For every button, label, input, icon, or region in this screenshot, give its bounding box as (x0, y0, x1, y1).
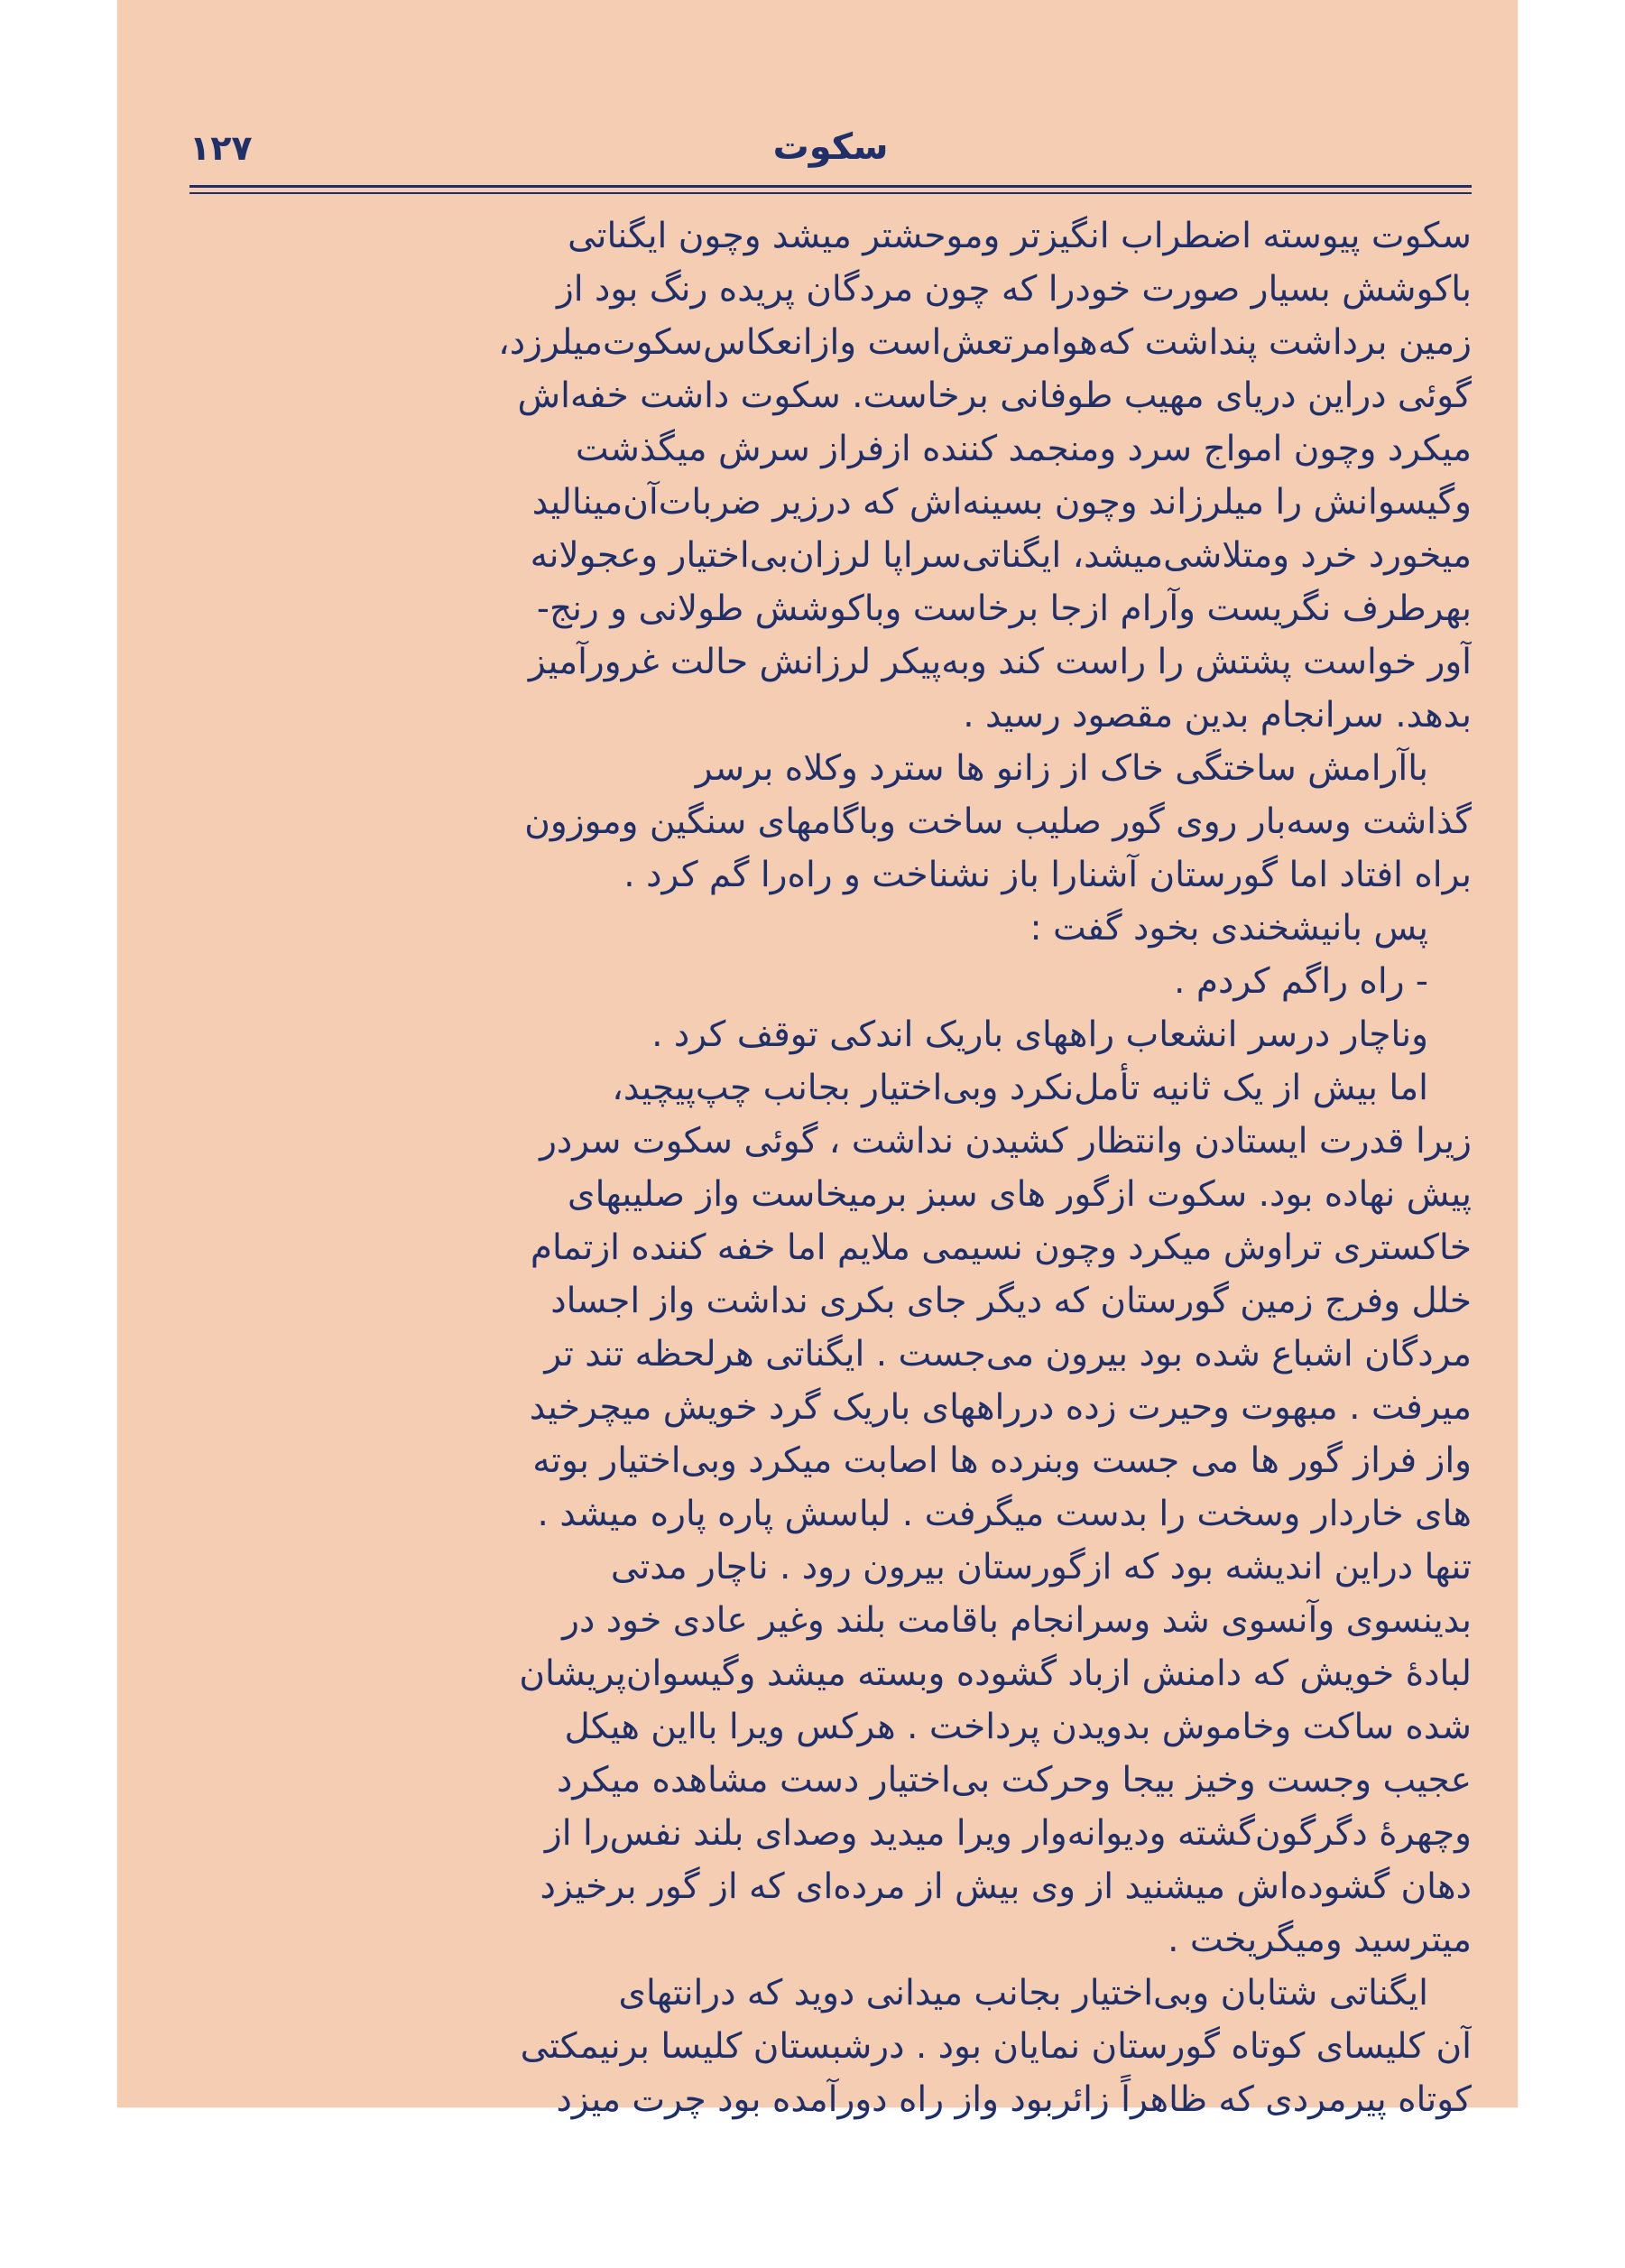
page-header (189, 126, 1472, 188)
text-line: واز فراز گور ها می جست وبنرده ها اصابت میکرد وبی‌اختیار بوته (532, 1440, 1472, 1481)
text-line: شده ساکت وخاموش بدویدن پرداخت . هرکس ویرا بااین هیکل (564, 1707, 1472, 1747)
text-line: تنها دراین اندیشه بود که ازگورستان بیرون رود . ناچار مدتی (610, 1547, 1472, 1588)
text-line: گوئی دراین دریای مهیب طوفانی برخاست. سکوت داشت خفه‌اش (517, 375, 1472, 416)
page-number: ۱۲۷ (189, 128, 253, 168)
text-line: گذاشت وسه‌بار روی گور صلیب ساخت وباگامهای سنگین وموزون (524, 801, 1472, 842)
text-line: خاکستری تراوش میکرد وچون نسیمی ملایم اما خفه کننده ازتمام (530, 1227, 1472, 1268)
text-line: - راه راگم کردم . (1174, 961, 1428, 1002)
text-line: خلل وفرج زمین گورستان که دیگر جای بکری نداشت واز اجساد (550, 1281, 1472, 1321)
text-line: زمین برداشت پنداشت که‌هوامرتعش‌است وازانعکاس‌سکوت‌میلرزد، (498, 322, 1472, 363)
text-line: پس بانیشخندی بخود گفت : (1029, 908, 1428, 949)
text-line: اما بیش از یک ثانیه تأمل‌نکرد وبی‌اختیار بجانب چپ‌پیچید، (612, 1068, 1428, 1108)
text-line: باکوشش بسیار صورت خودرا که چون مردگان پریده رنگ بود از (556, 269, 1472, 310)
text-line: عجیب وجست وخیز بیجا وحرکت بی‌اختیار دست مشاهده میکرد (557, 1760, 1472, 1801)
text-line: میرفت . مبهوت وحیرت زده درراههای باریک گرد خویش میچرخید (529, 1387, 1472, 1428)
text-line: میترسید ومیگریخت . (1168, 1920, 1472, 1960)
text-line: دهان گشوده‌اش میشنید از وی بیش از مرده‌ای که از گور برخیزد (540, 1866, 1472, 1907)
text-line: میکرد وچون امواج سرد ومنجمد کننده ازفراز سرش میگذشت (575, 429, 1472, 469)
running-title: سکوت (772, 126, 889, 168)
text-line: بدهد. سرانجام بدین مقصود رسید . (963, 695, 1472, 736)
text-line: کوتاه پیرمردی که ظاهراً زائربود واز راه دورآمده بود چرت میزد (556, 2079, 1472, 2120)
text-line: میخورد خرد ومتلاشی‌میشد، ایگناتی‌سراپا لرزان‌بی‌اختیار وعجولانه (530, 535, 1472, 576)
text-line: آن کلیسای کوتاه گورستان نمایان بود . درشبستان کلیسا برنیمکتی (520, 2026, 1472, 2067)
text-line: سکوت پیوسته اضطراب انگیزتر وموحشتر میشد وچون ایگناتی (568, 216, 1472, 256)
text-line: وگیسوانش را میلرزاند وچون بسینه‌اش که درزیر ضربات‌آن‌مینالید (531, 482, 1472, 523)
text-line: براه افتاد اما گورستان آشنارا باز نشناخت و راه‌را گم کرد . (623, 855, 1472, 895)
text-line: بدینسوی وآنسوی شد وسرانجام باقامت بلند وغیر عادی خود در (562, 1600, 1472, 1641)
text-line: پیش نهاده بود. سکوت ازگور های سبز برمیخاست واز صلیبهای (568, 1174, 1472, 1215)
header-rule-thin (189, 192, 1472, 194)
body-text (189, 209, 1472, 2126)
text-line: های خاردار وسخت را بدست میگرفت . لباسش پاره پاره میشد . (537, 1494, 1472, 1534)
text-line: لبادهٔ خویش که دامنش ازباد گشوده وبسته میشد وگیسوان‌پریشان (519, 1653, 1472, 1694)
text-line: بهرطرف نگریست وآرام ازجا برخاست وباکوشش طولانی و رنج- (536, 588, 1472, 629)
text-line: آور خواست پشتش را راست کند وبه‌پیکر لرزانش حالت غرورآمیز (528, 642, 1472, 682)
text-line: زیرا قدرت ایستادن وانتظار کشیدن نداشت ، گوئی سکوت سردر (540, 1121, 1472, 1162)
text-line: ایگناتی شتابان وبی‌اختیار بجانب میدانی دوید که درانتهای (618, 1973, 1428, 2013)
text-line: وچهرهٔ دگرگون‌گشته ودیوانه‌وار ویرا میدید وصدای بلند نفس‌را از (544, 1813, 1472, 1854)
text-line: مردگان اشباع شده بود بیرون می‌جست . ایگناتی هرلحظه تند تر (544, 1334, 1472, 1375)
text-line: باآرامش ساختگی خاک از زانو ها سترد وکلاه برسر (695, 748, 1428, 789)
text-line: وناچار درسر انشعاب راههای باریک اندکی توقف کرد . (651, 1014, 1428, 1055)
header-rule (189, 185, 1472, 188)
